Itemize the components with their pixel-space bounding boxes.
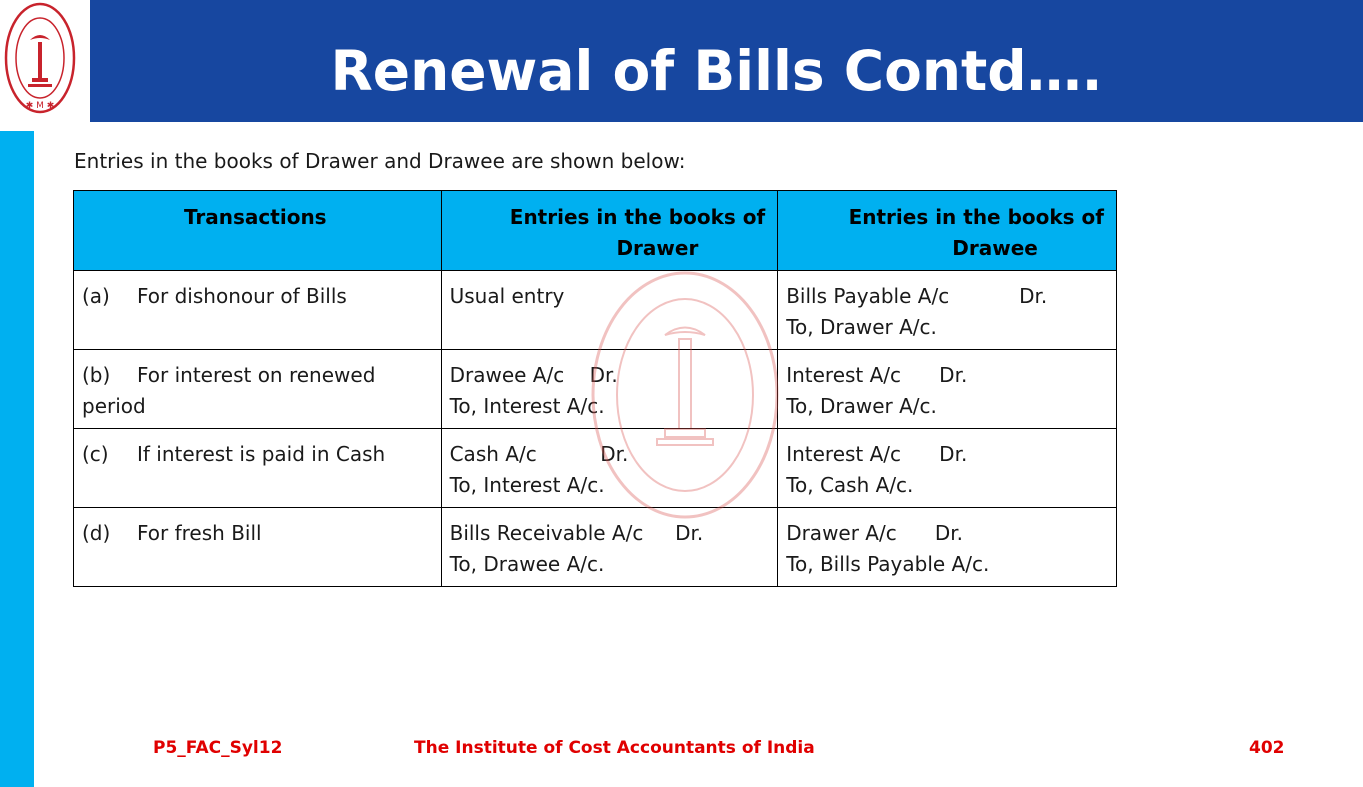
drawer-entry-line: Cash A/c Dr. [449,442,629,466]
table-row [74,350,1117,429]
drawer-entry-cell [441,429,778,508]
drawee-entry-line: Interest A/c Dr. [786,363,968,387]
intro-text: Entries in the books of Drawer and Drawee are shown below: [74,149,686,173]
footer-page-number: 402 [1249,738,1285,758]
row-label: (c) [82,442,109,466]
row-label: (d) [82,521,111,545]
institute-seal-icon [0,0,86,122]
drawer-entry-line: Bills Receivable A/c Dr. [449,521,704,545]
row-label: (b) [82,363,111,387]
drawee-entry-line: Bills Payable A/c Dr. [786,284,1048,308]
drawee-entry-line: Drawer A/c Dr. [786,521,964,545]
table-header-row [74,191,1117,271]
drawee-entry-cell [778,350,1117,429]
table-row [74,271,1117,350]
table-row [74,429,1117,508]
svg-text:✱ M ✱: ✱ M ✱ [25,101,55,111]
drawer-entry-line: To, Drawee A/c. [449,552,605,576]
row-label: (a) [82,284,110,308]
slide-title: Renewal of Bills Contd…. [330,39,1103,103]
drawee-entry-line: To, Bills Payable A/c. [786,552,990,576]
transaction-text: For fresh Bill [137,521,262,545]
table-row [74,508,1117,587]
header-drawee-line-2: Drawee [952,236,1038,260]
drawer-entry-line: To, Interest A/c. [449,394,605,418]
drawer-entry-line: Drawee A/c Dr. [449,363,618,387]
drawee-entry-cell [778,508,1117,587]
drawee-entry-line: To, Drawer A/c. [786,315,937,339]
drawee-entry-line: To, Cash A/c. [786,473,914,497]
header-drawer-line-2: Drawer [616,236,699,260]
institute-logo [0,0,90,122]
drawer-entry-cell [441,271,778,350]
footer-institute-name: The Institute of Cost Accountants of India [414,738,815,758]
entries-table [73,190,1117,587]
transaction-cell [74,429,442,508]
drawee-entry-cell [778,271,1117,350]
drawee-entry-cell [778,429,1117,508]
header-drawer [441,191,778,271]
header-transactions: Transactions [74,191,442,271]
drawee-entry-line: To, Drawer A/c. [786,394,937,418]
transaction-cell [74,271,442,350]
header-drawer-line-1: Entries in the books of [509,205,766,229]
left-accent-strip [0,131,34,787]
transaction-text: For interest on renewed period [82,363,376,418]
drawer-entry-line: Usual entry [449,284,565,308]
footer-course-code: P5_FAC_Syl12 [153,738,283,758]
drawer-entry-line: To, Interest A/c. [449,473,605,497]
transaction-cell [74,350,442,429]
transaction-text: If interest is paid in Cash [137,442,386,466]
drawer-entry-cell [441,508,778,587]
header-drawee-line-1: Entries in the books of [848,205,1104,229]
drawer-entry-cell [441,350,778,429]
transaction-cell [74,508,442,587]
transaction-text: For dishonour of Bills [137,284,347,308]
drawee-entry-line: Interest A/c Dr. [786,442,968,466]
header-drawee [778,191,1117,271]
